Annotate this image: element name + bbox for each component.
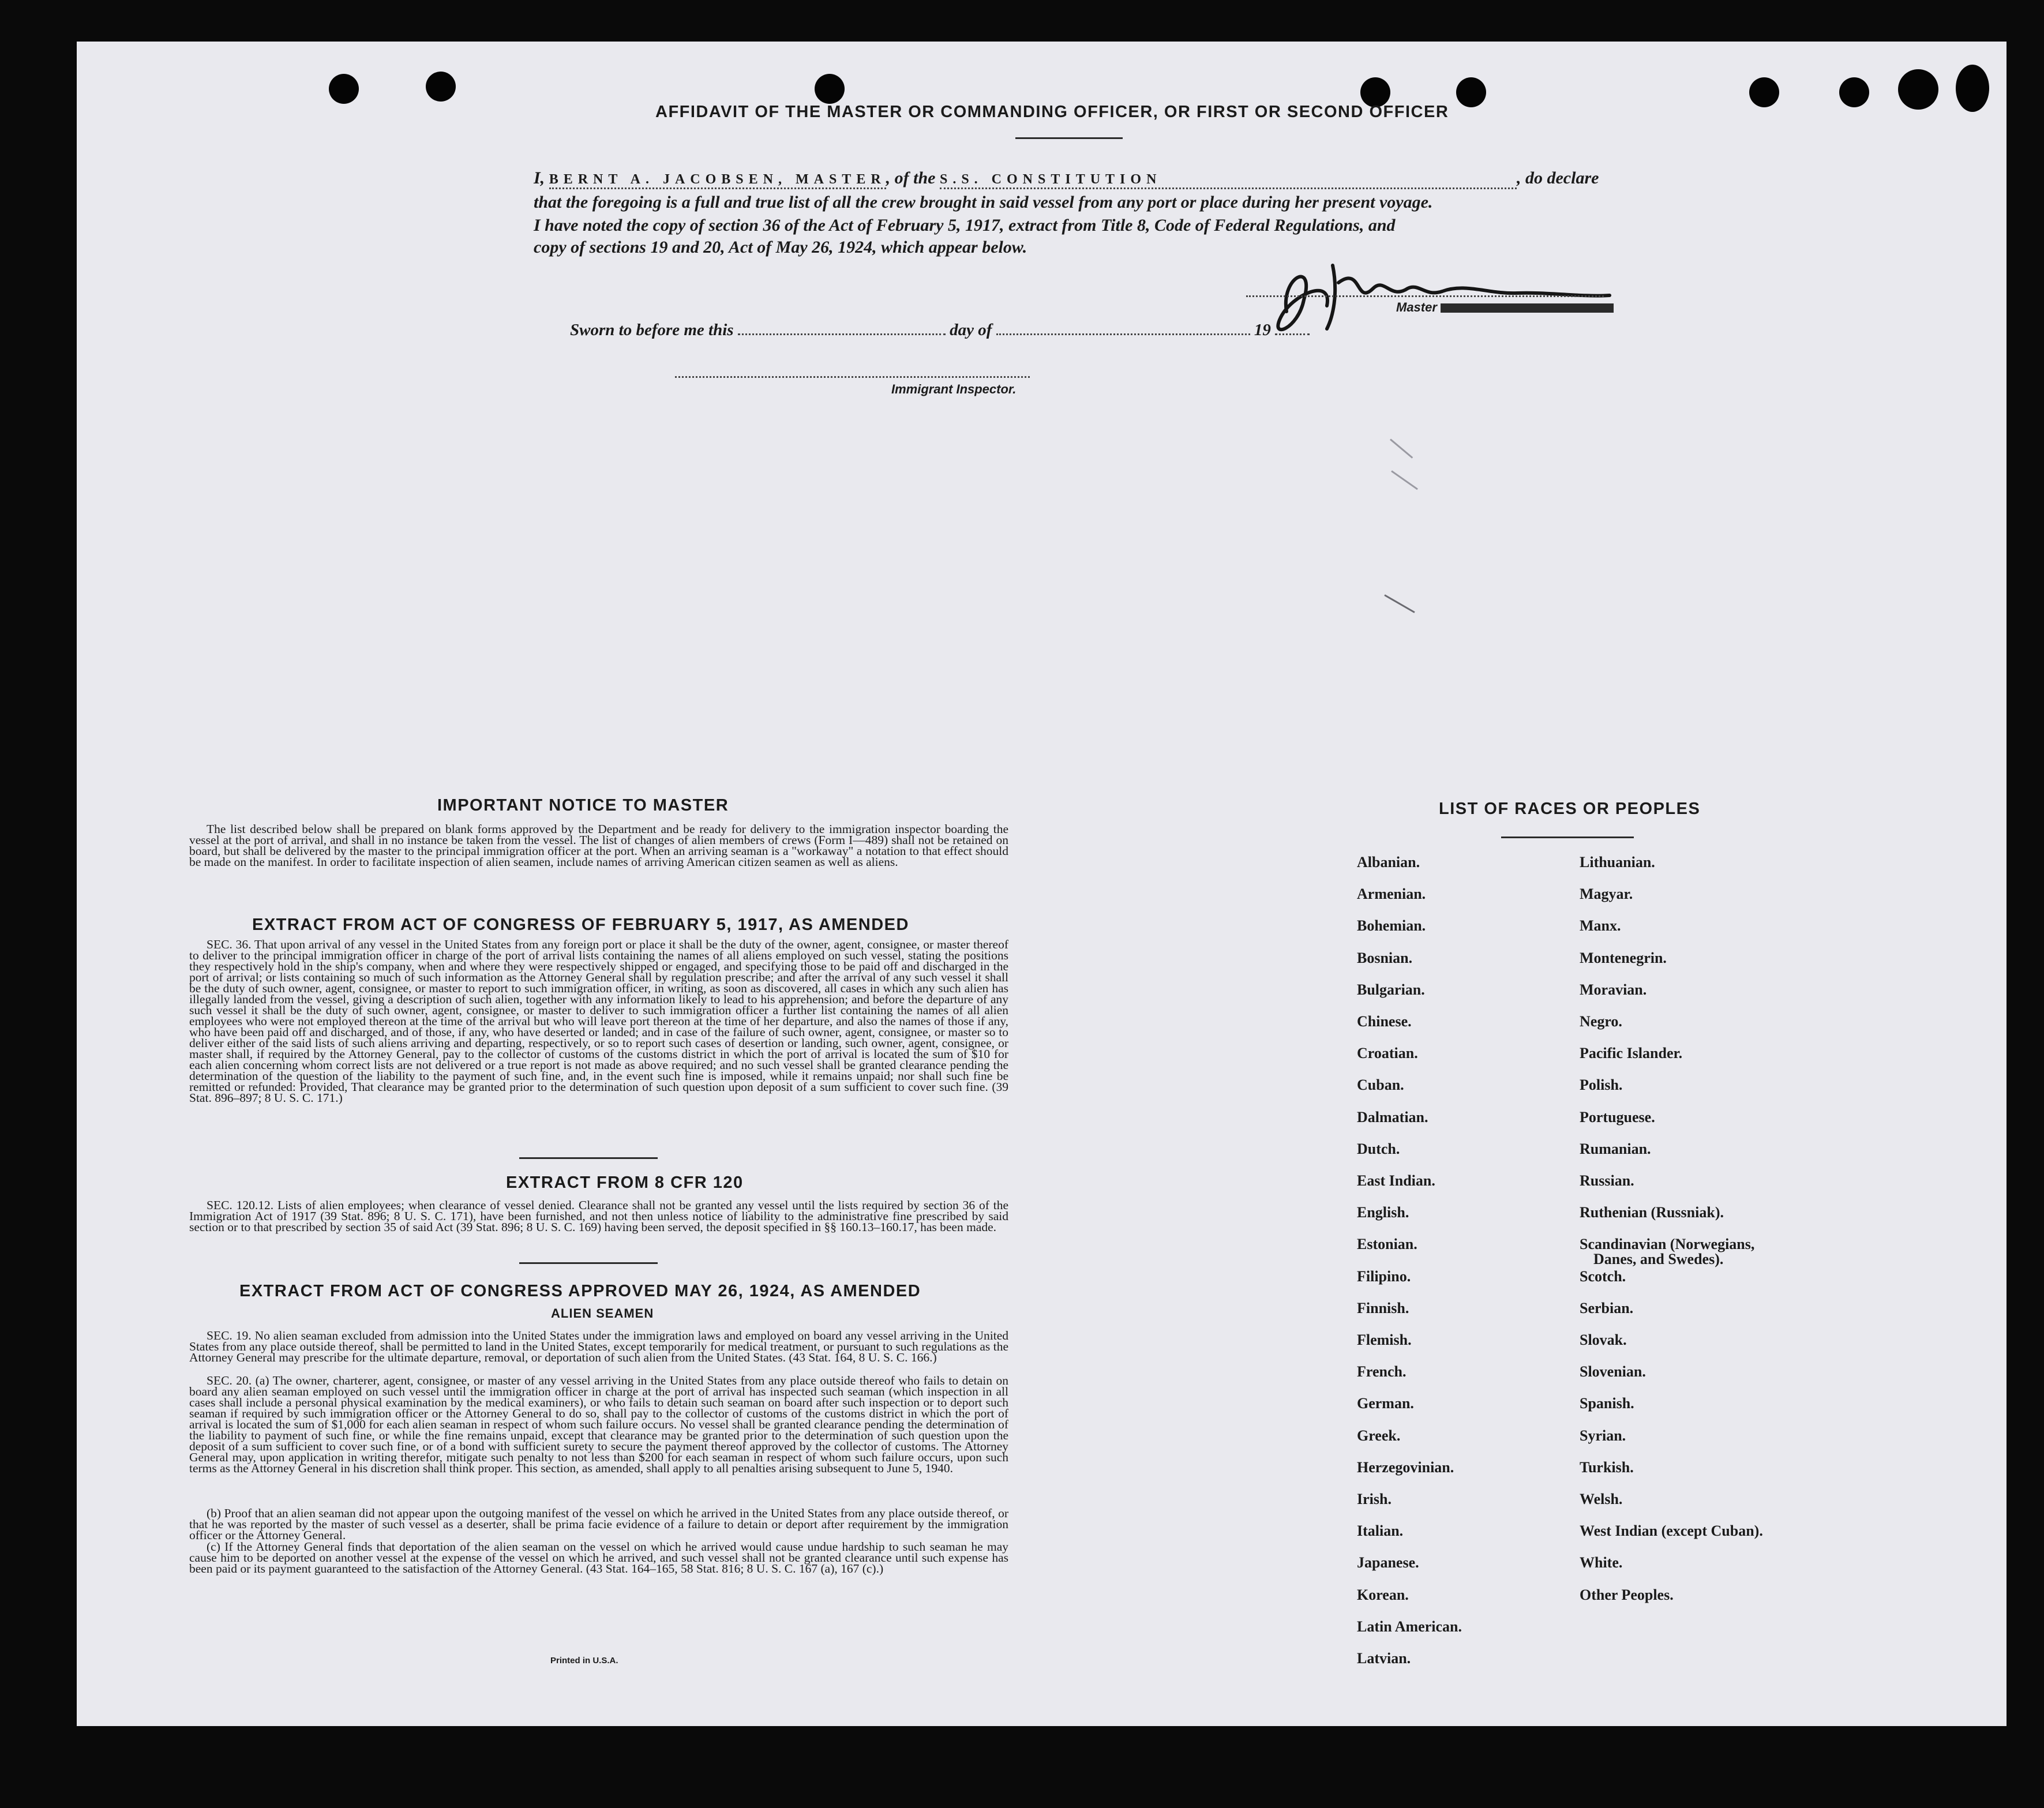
notice-body: The list described below shall be prepared on blank forms approved by the Department and be ready for delivery to the immigration inspector boarding the vessel at the port of arrival, and shall in no instance be taken from the vessel. The list of changes of alien members of crews (Form I—489) shall not be retained on board, but shall be delivered by the master to the principal immigration officer at the port. When an arriving seaman is a "workaway" a notation to that effect should be made on the manifest. In order to facilitate inspection of alien seamen, include names of arriving American citizen seamen as well as aliens. [189,822,1008,869]
redaction-block [1441,303,1614,313]
sworn-day-field [738,333,946,335]
master-caption [1396,300,1614,315]
races-heading: LIST OF RACES OR PEOPLES [1439,800,1701,818]
race-item: Dutch. [1357,1140,1400,1157]
race-item: Danes, and Swedes). [1593,1251,1724,1268]
race-item: Welsh. [1580,1491,1623,1507]
sec20c-body: (c) If the Attorney General finds that deportation of the alien seaman on the vessel on which he arrived would cause undue hardship to such seaman he may cause him to be deported on another vessel at the expense of the vessel on which he arrived, and such vessel shall not be granted clearance until such expense has been paid or its payment guaranteed to the satisfaction of the Attorney General. (43 Stat. 164–165, 58 Stat. 816; 8 U. S. C. 167 (a), 167 (c).) [189,1540,1008,1576]
affidavit-title-rule [1015,137,1123,139]
race-item: West Indian (except Cuban). [1580,1522,1763,1540]
sworn-year-field [1275,333,1310,335]
race-item: Slovak. [1580,1331,1627,1348]
race-item: Dalmatian. [1357,1108,1428,1126]
sec20b-body: (b) Proof that an alien seaman did not appear upon the outgoing manifest of the vessel on which he arrived in the United States from any place outside thereof, or that he was reported by the master of such vessel as a deserter, shall be prima facie evidence of a failure to detain or deport after requirement by the immigration officer or the Attorney General. [189,1506,1008,1542]
affidavit-line-2: that the foregoing is a full and true list of all the crew brought in said vessel from any port or place during her present voyage. [534,193,1433,212]
race-item: East Indian. [1357,1172,1435,1189]
sworn-day-label: day of [950,321,992,339]
race-item: Greek. [1357,1427,1401,1444]
affidavit-line-3: I have noted the copy of section 36 of the Act of February 5, 1917, extract from Title 8, Code of Federal Regulations, and [534,216,1396,235]
punch-hole [329,74,359,104]
race-item: Polish. [1580,1076,1623,1094]
notice-heading: IMPORTANT NOTICE TO MASTER [437,796,729,815]
sec20a-body: SEC. 20. (a) The owner, charterer, agent, consignee, or master of any vessel arriving in the United States from any place outside thereof who fails to detain on board any alien seaman employed on such vessel until the immigration officer in charge at the port of arrival has inspected such seaman (which inspection in all cases shall include a personal physical examination by the medical examiners), or who fails to detain such seaman on board after such inspection or to deport such seaman if required by such immigration officer or the Attorney General to do so, shall pay to the collector of customs of the customs district in which the port of arrival is located the sum of $1,000 for each alien seaman in respect of whom such failure occurs. No vessel shall be granted clearance pending the determination of the liability to payment of such fine, or while the fine remains unpaid, except that clearance may be granted prior to the determination of such question upon the deposit of a sum sufficient to cover such fine, or of a bond with sufficient surety to secure the payment thereof approved by the collector of customs. The Attorney General may, upon application in writing therefor, mitigate such penalty to not less than $200 for each seaman in respect of whom such failure occurs, upon such terms as the Attorney General in his discretion shall think proper. This section, as amended, shall apply to all penalties arising subsequent to June 5, 1940. [189,1374,1008,1475]
vessel-name: S.S. CONSTITUTION [939,172,1162,187]
extract-cfr-body: SEC. 120.12. Lists of alien employees; when clearance of vessel denied. Clearance shall not be granted any vessel until the lists required by section 36 of the Immigration Act of 1917 (39 Stat. 896; 8 U. S. C. 171), have been furnished, and not then unless notice of liability to the administrative fine prescribed by said section or to that prescribed by section 35 of said Act (39 Stat. 896; 8 U. S. C. 169) having been served, the deposit specified in §§ 160.13–160.17, has been made. [189,1198,1008,1234]
master-signature-line [1246,295,1604,297]
race-item: French. [1357,1363,1407,1381]
sworn-month-field [996,333,1250,335]
race-item: Spanish. [1580,1395,1634,1412]
affidavit-line1-mid: , of the [886,168,936,187]
race-item: Lithuanian. [1580,854,1655,871]
race-item: Scandinavian (Norwegians, [1580,1236,1755,1253]
race-item: Flemish. [1357,1331,1412,1348]
race-item: Rumanian. [1580,1140,1651,1157]
master-caption-text: Master [1396,300,1437,314]
vessel-name-field [940,172,1517,189]
section-divider [519,1262,658,1264]
race-item: Bohemian. [1357,917,1426,935]
punch-hole [1898,69,1938,110]
race-item: Other Peoples. [1580,1586,1674,1603]
race-item: Korean. [1357,1586,1409,1603]
extract-cfr-heading: EXTRACT FROM 8 CFR 120 [506,1173,744,1192]
race-item: White. [1580,1554,1623,1571]
punch-hole [1956,65,1989,112]
race-item: Montenegrin. [1580,949,1667,966]
race-item: Armenian. [1357,886,1426,903]
punch-hole [1839,77,1869,107]
extract-1917-heading: EXTRACT FROM ACT OF CONGRESS OF FEBRUARY 5, 1917, AS AMENDED [252,916,909,934]
race-item: Slovenian. [1580,1363,1646,1381]
race-item: Latvian. [1357,1650,1411,1667]
race-item: Estonian. [1357,1236,1417,1253]
race-item: Ruthenian (Russniak). [1580,1204,1724,1221]
sec19-body: SEC. 19. No alien seaman excluded from admission into the United States under the immigration laws and employed on board any vessel arriving in the United States from any place outside thereof, shall be permitted to land in the United States, except temporarily for medical treatment, or pursuant to such regulations as the Attorney General may prescribe for the ultimate departure, removal, or deportation of such alien from the United States. (43 Stat. 164, 8 U. S. C. 166.) [189,1329,1008,1364]
race-item: Bosnian. [1357,949,1413,966]
race-item: Cuban. [1357,1076,1404,1094]
punch-hole [1456,77,1486,107]
affidavit-title: AFFIDAVIT OF THE MASTER OR COMMANDING OFFICER, OR FIRST OR SECOND OFFICER [655,103,1449,121]
sworn-line [570,321,1310,340]
extract-1924-heading: EXTRACT FROM ACT OF CONGRESS APPROVED MAY 26, 1924, AS AMENDED [239,1282,921,1300]
race-item: Albanian. [1357,854,1420,871]
race-item: Syrian. [1580,1427,1626,1444]
race-item: Filipino. [1357,1267,1411,1285]
affidavit-prefix: I, [534,168,545,187]
race-item: Negro. [1580,1013,1622,1030]
race-item: Serbian. [1580,1299,1634,1316]
race-item: Russian. [1580,1172,1634,1189]
race-item: Scotch. [1580,1267,1626,1285]
sworn-prefix: Sworn to before me this [570,321,734,339]
race-item: Japanese. [1357,1554,1419,1571]
races-heading-rule [1501,837,1634,838]
race-item: Latin American. [1357,1618,1462,1635]
race-item: Finnish. [1357,1299,1409,1316]
race-item: Bulgarian. [1357,981,1425,998]
inspector-caption: Immigrant Inspector. [891,382,1017,396]
race-item: German. [1357,1395,1414,1412]
race-item: Manx. [1580,917,1621,935]
race-item: Magyar. [1580,886,1633,903]
section-divider [519,1157,658,1159]
affidavit-line-1 [534,168,1599,189]
affidavit-line-4: copy of sections 19 and 20, Act of May 26, 1924, which appear below. [534,238,1027,257]
race-item: Turkish. [1580,1458,1634,1476]
race-item: Pacific Islander. [1580,1045,1683,1062]
race-item: Herzegovinian. [1357,1458,1454,1476]
alien-seamen-subheading: ALIEN SEAMEN [551,1306,654,1321]
race-item: Chinese. [1357,1013,1412,1030]
race-item: Irish. [1357,1491,1392,1507]
affidavit-line1-suffix: , do declare [1516,168,1599,187]
race-item: Croatian. [1357,1045,1418,1062]
punch-hole [426,72,456,102]
sworn-year-label: 19 [1254,321,1271,339]
extract-1917-body: SEC. 36. That upon arrival of any vessel in the United States from any foreign port or place it shall be the duty of the owner, agent, consignee, or master thereof to deliver to the principal immigration officer in charge of the port of arrival lists containing the names of all aliens employed on such vessel, stating the positions they respectively hold in the ship's company, when and where they were respectively shipped or engaged, and specifying those to be paid off and discharged in the port of arrival; or lists containing so much of such information as the Attorney General shall by regulation prescribe; and after the arrival of any such vessel it shall be the duty of such owner, agent, consignee, or master to report to such immigration officer, in writing, as soon as discovered, all cases in which any such alien has illegally landed from the vessel, giving a description of such alien, together with any information likely to lead to his apprehension; and before the departure of any such vessel it shall be the duty of such owner, agent, consignee, or master to deliver to such immigration officer a further list containing the names of all alien employees who were not employed thereon at the time of the arrival but who will leave port thereon at the time of her departure, and also the names of those if any, who have been paid off and discharged, and of those, if any, who have deserted or landed; and in case of the failure of such owner, agent, consignee, or master so to deliver either of the said lists of such aliens arriving and departing, respectively, or so to report such cases of desertion or landing, such owner, agent, consignee, or master shall, if required by the Attorney General, pay to the collector of customs of the customs district in which the port of arrival is located the sum of $10 for each alien concerning whom correct lists are not delivered or a true report is not made as above required; and no such vessel shall be granted clearance pending the determination of the question of the liability to the payment of such fine, and, in the event such fine is imposed, while it remains unpaid; nor shall such fine be remitted or refunded: Provided, That clearance may be granted prior to the determination of such question upon deposit of a sum sufficient to cover such fine. (39 Stat. 896–897; 8 U. S. C. 171.) [189,937,1008,1105]
printed-in-usa: Printed in U.S.A. [550,1656,618,1666]
punch-hole [1749,77,1779,107]
punch-hole [815,74,845,104]
master-name-field [549,172,886,189]
race-item: Portuguese. [1580,1108,1655,1126]
race-item: English. [1357,1204,1409,1221]
inspector-signature-line [675,376,1030,378]
master-name: BERNT A. JACOBSEN, MASTER [549,172,886,187]
race-item: Italian. [1357,1522,1404,1540]
race-item: Moravian. [1580,981,1647,998]
